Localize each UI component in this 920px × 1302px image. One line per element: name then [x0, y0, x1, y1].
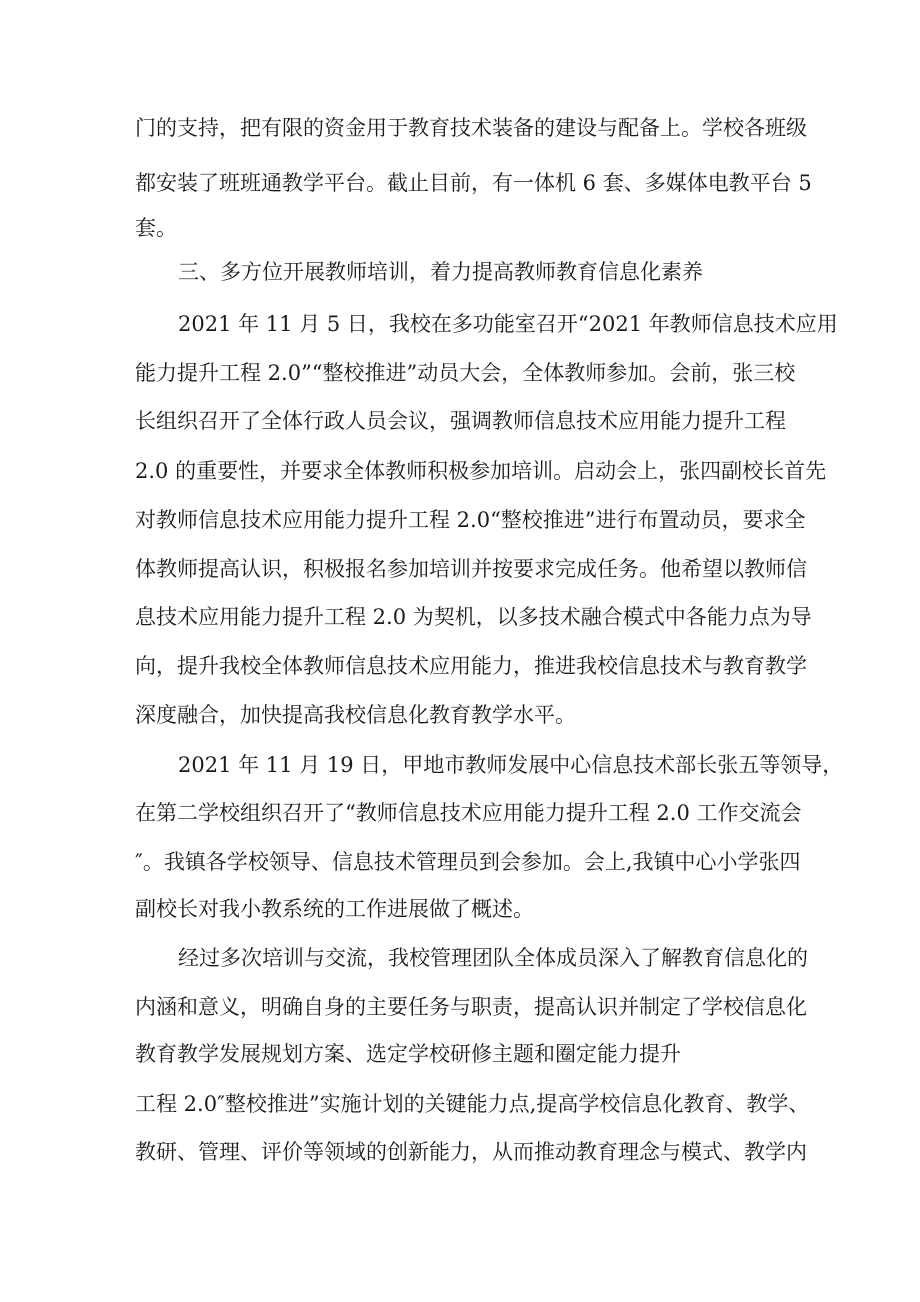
body-text-line: 套。: [135, 216, 177, 240]
body-text-line: 息技术应用能力提升工程 2.0 为契机，以多技术融合模式中各能力点为导: [135, 605, 812, 629]
body-text-line: ″。我镇各学校领导、信息技术管理员到会参加。会上,我镇中心小学张四: [135, 850, 801, 874]
body-text-line: 工程 2.0″整校推进”实施计划的关键能力点,提高学校信息化教育、教学、: [135, 1092, 810, 1116]
body-text-line: 2021 年 11 月 5 日，我校在多功能室召开“2021 年教师信息技术应用: [178, 312, 838, 336]
section-heading: 三、多方位开展教师培训，着力提高教师教育信息化素养: [178, 260, 703, 284]
body-text-line: 都安装了班班通教学平台。截止目前，有一体机 6 套、多媒体电教平台 5: [135, 171, 812, 195]
body-text-line: 经过多次培训与交流，我校管理团队全体成员深入了解教育信息化的: [178, 946, 808, 970]
body-text-line: 在第二学校组织召开了“教师信息技术应用能力提升工程 2.0 工作交流会: [135, 801, 802, 825]
body-text-line: 内涵和意义，明确自身的主要任务与职责，提高认识并制定了学校信息化: [135, 995, 807, 1019]
body-text-line: 对教师信息技术应用能力提升工程 2.0“整校推进”进行布置动员，要求全: [135, 508, 806, 532]
body-text-line: 深度融合，加快提高我校信息化教育教学水平。: [135, 703, 576, 727]
body-text-line: 门的支持，把有限的资金用于教育技术装备的建设与配备上。学校各班级: [135, 116, 807, 140]
body-text-line: 教研、管理、评价等领域的创新能力，从而推动教育理念与模式、教学内: [135, 1140, 807, 1164]
body-text-line: 长组织召开了全体行政人员会议，强调教师信息技术应用能力提升工程: [135, 409, 786, 433]
body-text-line: 能力提升工程 2.0”“整校推进”动员大会，全体教师参加。会前，张三校: [135, 361, 796, 385]
body-text-line: 教育教学发展规划方案、选定学校研修主题和圈定能力提升: [135, 1042, 681, 1066]
body-text-line: 2021 年 11 月 19 日，甲地市教师发展中心信息技术部长张五等领导，: [178, 753, 844, 777]
body-text-line: 副校长对我小教系统的工作进展做了概述。: [135, 897, 534, 921]
body-text-line: 向，提升我校全体教师信息技术应用能力，推进我校信息技术与教育教学: [135, 654, 807, 678]
body-text-line: 体教师提高认识，积极报名参加培训并按要求完成任务。他希望以教师信: [135, 557, 807, 581]
body-text-line: 2.0 的重要性，并要求全体教师积极参加培训。启动会上，张四副校长首先: [135, 459, 827, 483]
